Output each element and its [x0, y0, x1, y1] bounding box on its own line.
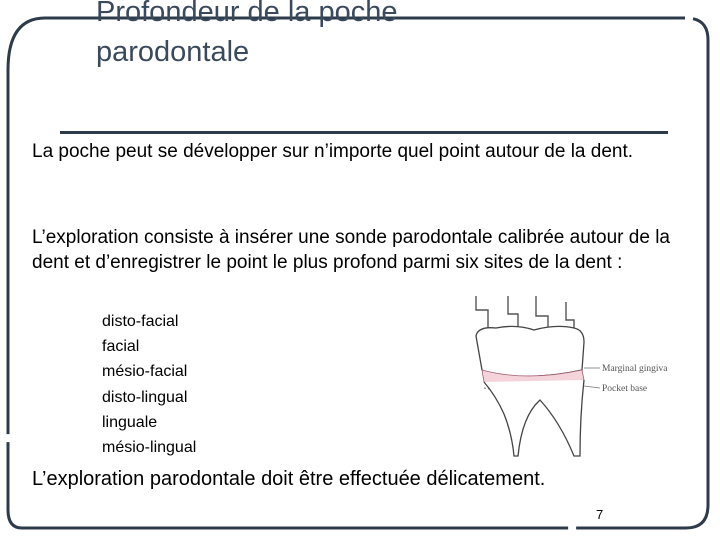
sites-list: [102, 309, 196, 460]
page-number: 7: [596, 507, 604, 522]
slide-title: [96, 0, 656, 72]
tooth-probe-illustration: [456, 296, 668, 458]
tooth-crown-icon: [476, 326, 584, 376]
site-item-disto-lingual: disto-lingual: [102, 388, 188, 406]
paragraph-pocket-location: La poche peut se développer sur n’importe quel point autour de la dent.: [32, 141, 634, 162]
title-line-2: parodontale: [96, 36, 250, 68]
site-item-mesio-lingual: mésio-lingual: [102, 439, 197, 457]
site-item-lingual: linguale: [102, 413, 158, 431]
label-marginal-gingiva: Marginal gingiva: [602, 364, 668, 374]
label-pocket-base: Pocket base: [602, 384, 648, 394]
site-item-mesio-facial: mésio-facial: [102, 363, 188, 381]
site-item-disto-facial: disto-facial: [102, 313, 179, 330]
title-underline: [60, 131, 668, 134]
paragraph-exploration: L’exploration consiste à insérer une sonde parodontale calibrée autour de la dent et d’enregistrer le point le plus profond parmi six sites de la dent :: [32, 227, 670, 273]
title-line-1: Profondeur de la poche: [96, 0, 398, 28]
site-item-facial: facial: [102, 338, 140, 356]
paragraph-conclusion: L’exploration parodontale doit être effectuée délicatement.: [32, 468, 546, 490]
